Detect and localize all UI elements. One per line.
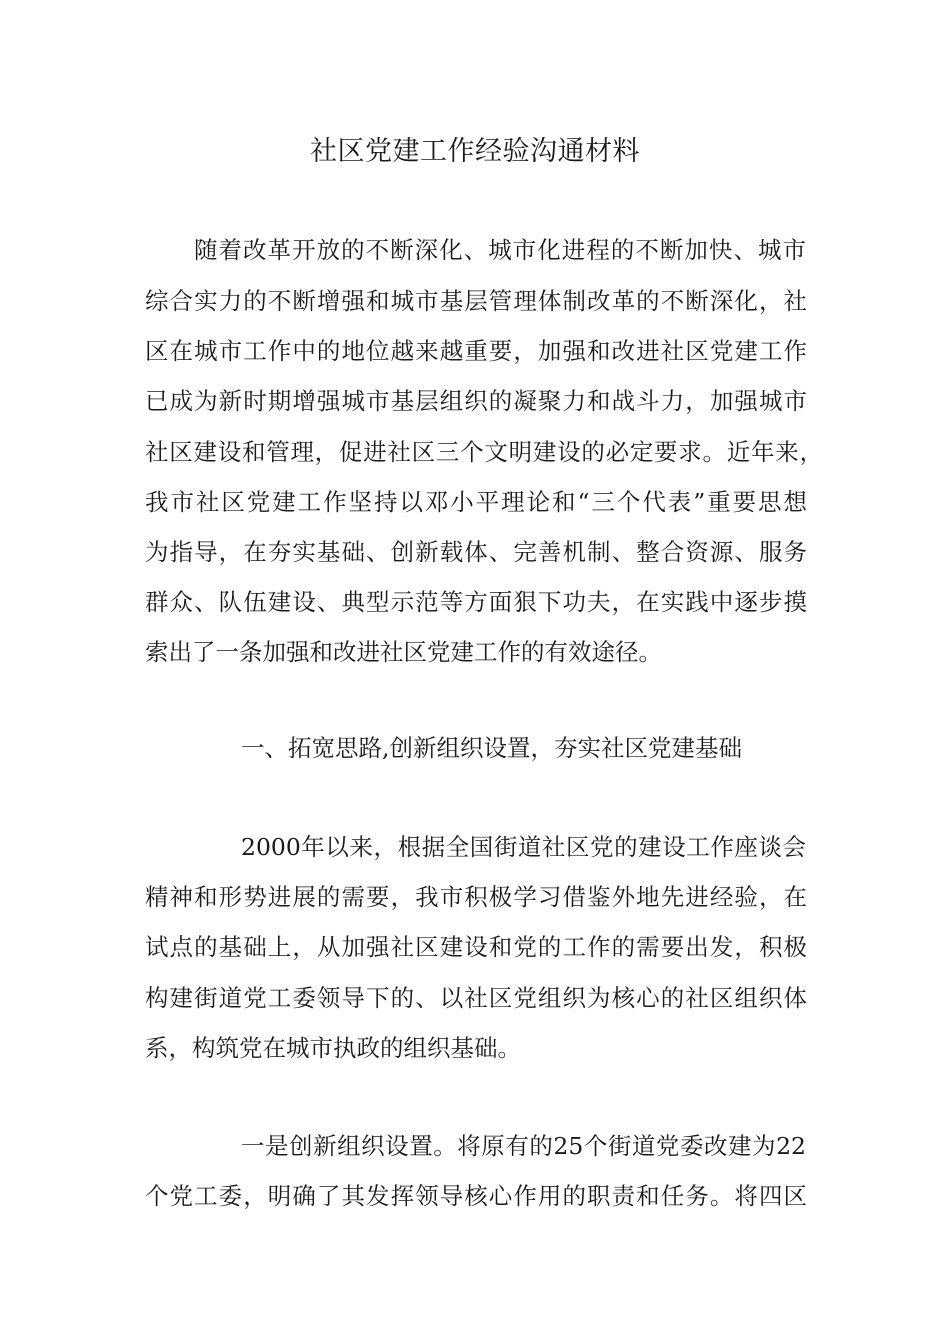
document-title: 社区党建工作经验沟通材料 (310, 136, 640, 167)
paragraph-line: 区在城市工作中的地位越来越重要，加强和改进社区党建工作 (145, 337, 807, 365)
paragraph-line: 索出了一条加强和改进社区党建工作的有效途径。 (145, 638, 662, 666)
paragraph-line: 试点的基础上，从加强社区建设和党的工作的需要出发，积极 (145, 933, 807, 961)
paragraph-line: 社区建设和管理，促进社区三个文明建设的必定要求。近年来， (145, 438, 823, 466)
paragraph-line: 已成为新时期增强城市基层组织的凝聚力和战斗力，加强城市 (145, 387, 807, 415)
paragraph-line: 综合实力的不断增强和城市基层管理体制改革的不断深化，社 (145, 287, 807, 315)
paragraph-line: 2000年以来，根据全国街道社区党的建设工作座谈会 (241, 833, 806, 861)
paragraph-line: 个党工委，明确了其发挥领导核心作用的职责和任务。将四区 (145, 1182, 807, 1210)
paragraph-line: 构建街道党工委领导下的、以社区党组织为核心的社区组织体 (145, 984, 807, 1012)
paragraph-line: 一是创新组织设置。将原有的25个街道党委改建为22 (241, 1132, 806, 1160)
paragraph-line: 我市社区党建工作坚持以邓小平理论和“三个代表”重要思想 (145, 488, 807, 516)
section-heading: 一、拓宽思路,创新组织设置，夯实社区党建基础 (241, 734, 742, 762)
paragraph-line: 为指导，在夯实基础、创新载体、完善机制、整合资源、服务 (145, 538, 807, 566)
paragraph-line: 精神和形势进展的需要，我市积极学习借鉴外地先进经验，在 (145, 883, 807, 911)
paragraph-line: 系，构筑党在城市执政的组织基础。 (145, 1034, 521, 1062)
paragraph-line: 群众、队伍建设、典型示范等方面狠下功夫，在实践中逐步摸 (145, 588, 807, 616)
paragraph-line: 随着改革开放的不断深化、城市化进程的不断加快、城市 (194, 236, 806, 264)
